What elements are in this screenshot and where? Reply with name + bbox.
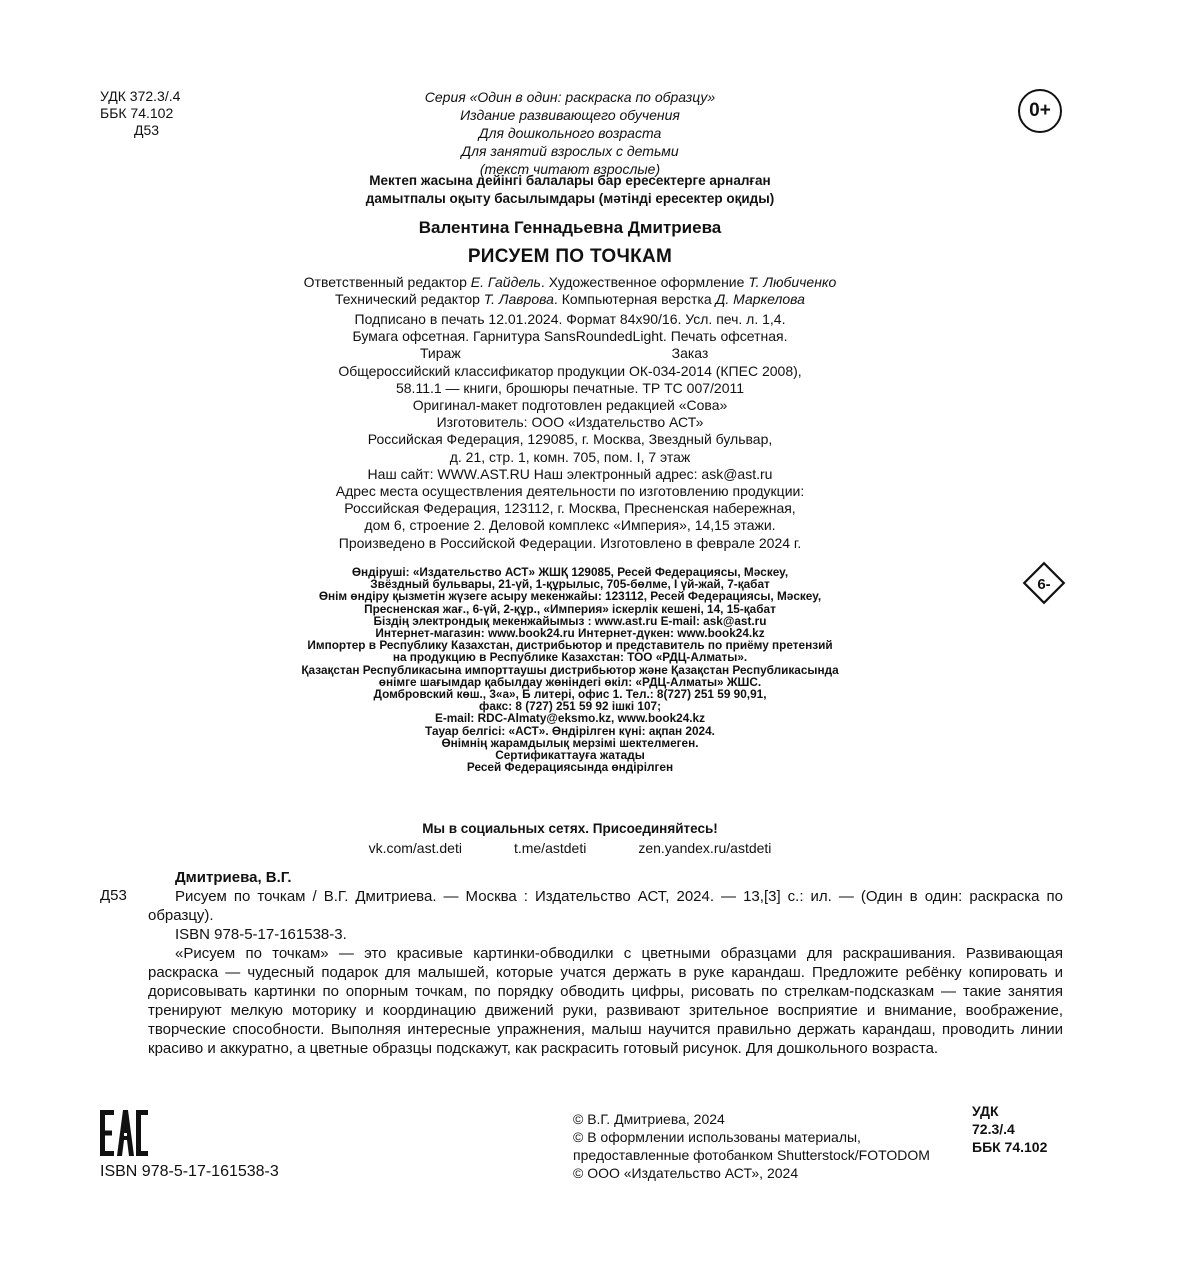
kazakh-imprint-line: Сертификаттауға жатады xyxy=(495,748,645,763)
bib-isbn: ISBN 978-5-17-161538-3. xyxy=(175,926,347,943)
age-rating-text: 0+ xyxy=(1029,100,1051,121)
series-block xyxy=(300,88,840,178)
tirazh-label: Тираж xyxy=(420,345,461,362)
imprint-line: д. 21, стр. 1, комн. 705, пом. I, 7 этаж xyxy=(449,448,691,465)
imprint-line: Изготовитель: ООО «Издательство АСТ» xyxy=(436,414,704,431)
copyright-line: © В.Г. Дмитриева, 2024 xyxy=(573,1111,725,1127)
bbk-code: ББК 74.102 xyxy=(100,105,174,121)
series-line: Издание развивающего обучения xyxy=(460,107,680,123)
zakaz-label: Заказ xyxy=(671,345,709,362)
udk-block-right xyxy=(972,1102,1047,1156)
kazakh-imprint-line: Тауар белгісі: «АСТ». Өндірілген күні: ақпан 2024. xyxy=(425,723,715,738)
eac-conformity-mark xyxy=(100,1108,148,1158)
imprint-line: Российская Федерация, 129085, г. Москва, Звездный бульвар, xyxy=(367,431,773,448)
kazakh-imprint-line: Звёздный бульвары, 21-үй, 1-құрылыс, 705-бөлме, I үй-жай, 7-қабат xyxy=(370,577,770,592)
kazakh-line: Мектеп жасына дейінгі балалары бар ересектерге арналған xyxy=(369,173,771,188)
isbn-bottom: ISBN 978-5-17-161538-3 xyxy=(100,1163,279,1180)
imprint-line: дом 6, строение 2. Деловой комплекс «Империя», 14,15 этажи. xyxy=(364,517,776,534)
udk-code: УДК 372.3/.4 xyxy=(100,88,181,104)
kazakh-imprint-line: Өнімнің жарамдылық мерзімі шектелмеген. xyxy=(441,735,699,750)
artist-name: Т. Любиченко xyxy=(748,274,837,290)
kazakh-line: дамытпалы оқыту басылымдары (мәтінді ересектер оқиды) xyxy=(365,191,775,206)
kazakh-imprint-line: Ресей Федерациясында өндірілген xyxy=(466,760,674,775)
kazakh-imprint-line: Интернет-магазин: www.book24.ru Интернет-дүкен: www.book24.kz xyxy=(375,626,765,641)
age-rating-badge xyxy=(1018,89,1062,133)
imprint-line: Бумага офсетная. Гарнитура SansRoundedLight. Печать офсетная. xyxy=(352,328,788,345)
kazakh-imprint-line: Импортер в Республику Казахстан, дистрибьютор и представитель по приёму претензий xyxy=(307,638,833,653)
kazakh-imprint-line: Өнім өндіру қызметін жүзеге асыру мекенжайы: 123112, Ресей Федерациясы, Мәскеу, xyxy=(318,589,822,604)
copyright-line: предоставленные фотобанком Shutterstock/FOTODOM xyxy=(573,1147,930,1163)
kazakh-imprint-line: на продукцию в Республике Казахстан: ТОО «РДЦ-Алматы». xyxy=(392,650,748,665)
series-line: Для дошкольного возраста xyxy=(478,125,662,141)
imprint-line: Российская Федерация, 123112, г. Москва, Пресненская набережная, xyxy=(344,500,796,517)
series-line: Серия «Один в один: раскраска по образцу» xyxy=(424,89,716,105)
social-link-vk[interactable]: vk.com/ast.deti xyxy=(368,840,462,856)
imprint-line: Адрес места осуществления деятельности по изготовлению продукции: xyxy=(335,483,805,500)
kazakh-imprint-line: Біздің электрондық мекенжайымыз : www.ast.ru E-mail: ask@ast.ru xyxy=(373,613,767,628)
copyright-block xyxy=(573,1110,930,1182)
kazakh-imprint-line: өнімге шағымдар қабылдау жөніндегі өкіл: «РДЦ-Алматы» ЖШС. xyxy=(378,674,762,689)
imprint-line: Произведено в Российской Федерации. Изготовлено в феврале 2024 г. xyxy=(338,534,802,551)
udk-value: 72.3/.4 xyxy=(972,1121,1015,1137)
udk-block-left xyxy=(100,88,180,139)
social-heading: Мы в социальных сетях. Присоединяйтесь! xyxy=(422,821,718,836)
imprint-line: Наш сайт: WWW.AST.RU Наш электронный адрес: ask@ast.ru xyxy=(367,465,773,482)
copyright-line: © В оформлении использованы материалы, xyxy=(573,1129,861,1145)
imprint-tirazh-row xyxy=(200,345,940,362)
social-links xyxy=(300,840,840,856)
copyright-line: © ООО «Издательство АСТ», 2024 xyxy=(573,1165,799,1181)
bib-entry: Рисуем по точкам / В.Г. Дмитриева. — Москва : Издательство АСТ, 2024. — 13,[3] с.: ил. — (Один в один: раскраска по образцу). xyxy=(148,888,1063,924)
series-line: (текст читают взрослые) xyxy=(479,161,661,177)
bib-record xyxy=(148,887,1063,1058)
kazakh-imprint-line: E-mail: RDC-Almaty@eksmo.kz, www.book24.kz xyxy=(434,711,705,726)
editors-block xyxy=(200,274,940,308)
kazakh-age-note xyxy=(280,172,860,208)
series-line: Для занятий взрослых с детьми xyxy=(461,143,679,159)
editor-name: Е. Гайдель xyxy=(470,274,541,290)
imprint-line: Общероссийский классификатор продукции ОК-034-2014 (КПЕС 2008), xyxy=(338,362,802,379)
imprint-line: Оригинал-макет подготовлен редакцией «Сова» xyxy=(412,397,728,414)
author-mark: Д53 xyxy=(134,122,160,138)
bib-code: Д53 xyxy=(100,887,127,904)
age-diamond-text: 6- xyxy=(1037,576,1051,593)
kazakh-imprint-line: Домбровский көш., 3«а», Б литері, офис 1. Тел.: 8(727) 251 59 90,91, xyxy=(373,687,767,702)
bib-author: Дмитриева, В.Г. xyxy=(175,869,292,886)
bbk-value: ББК 74.102 xyxy=(972,1139,1048,1155)
bib-annotation: «Рисуем по точкам» — это красивые картинки-обводилки с цветными образцами для раскрашивания. Развивающая раскраска — чудесный подарок для малышей, которые учатся держать в руке карандаш. Предложите ребёнку копировать и дорисовывать картинки по опорным точкам, по порядку обводить цифры, рисовать по стрелкам-подсказкам — такие занятия тренируют мелкую моторику и координацию движений руки, развивают зрительное восприятие и внимание, воображение, творческие способности. Выполняя интересные упражнения, малыш научится правильно держать карандаш, проводить линии красиво и аккуратно, а цветные образцы подскажут, как раскрасить готовый рисунок. Для дошкольного возраста. xyxy=(148,945,1063,1057)
layout-name: Д. Маркелова xyxy=(715,291,805,307)
tech-editor-name: Т. Лаврова xyxy=(483,291,554,307)
book-title: РИСУЕМ ПО ТОЧКАМ xyxy=(467,246,673,267)
imprint-line: 58.11.1 — книги, брошюры печатные. ТР ТС 007/2011 xyxy=(395,379,745,396)
editors-line-2: Технический редактор Т. Лаврова. Компьютерная верстка Д. Маркелова xyxy=(335,291,805,307)
kazakh-imprint-line: Қазақстан Республикасына импорттаушы дистрибьютор және Қазақстан Республикасында xyxy=(301,662,839,677)
author-full-name: Валентина Геннадьевна Дмитриева xyxy=(418,218,722,237)
kazakh-imprint-line: факс: 8 (727) 251 59 92 ішкі 107; xyxy=(479,699,661,714)
imprint-block xyxy=(200,311,940,552)
kazakh-imprint-line: Пресненская жағ., 6-үй, 2-құр., «Империя» іскерлік кешені, 14, 15-қабат xyxy=(364,601,776,616)
kazakh-imprint-block xyxy=(240,566,900,773)
kazakh-imprint-line: Өндіруші: «Издательство АСТ» ЖШҚ 129085, Ресей Федерациясы, Мәскеу, xyxy=(351,565,789,579)
social-link-telegram[interactable]: t.me/astdeti xyxy=(513,840,587,856)
social-link-zen[interactable]: zen.yandex.ru/astdeti xyxy=(638,840,772,856)
udk-label: УДК xyxy=(972,1103,999,1119)
imprint-line: Подписано в печать 12.01.2024. Формат 84x90/16. Усл. печ. л. 1,4. xyxy=(354,311,786,327)
age-diamond-badge xyxy=(1021,560,1067,606)
editors-line-1: Ответственный редактор Е. Гайдель. Художественное оформление Т. Любиченко xyxy=(303,274,837,290)
